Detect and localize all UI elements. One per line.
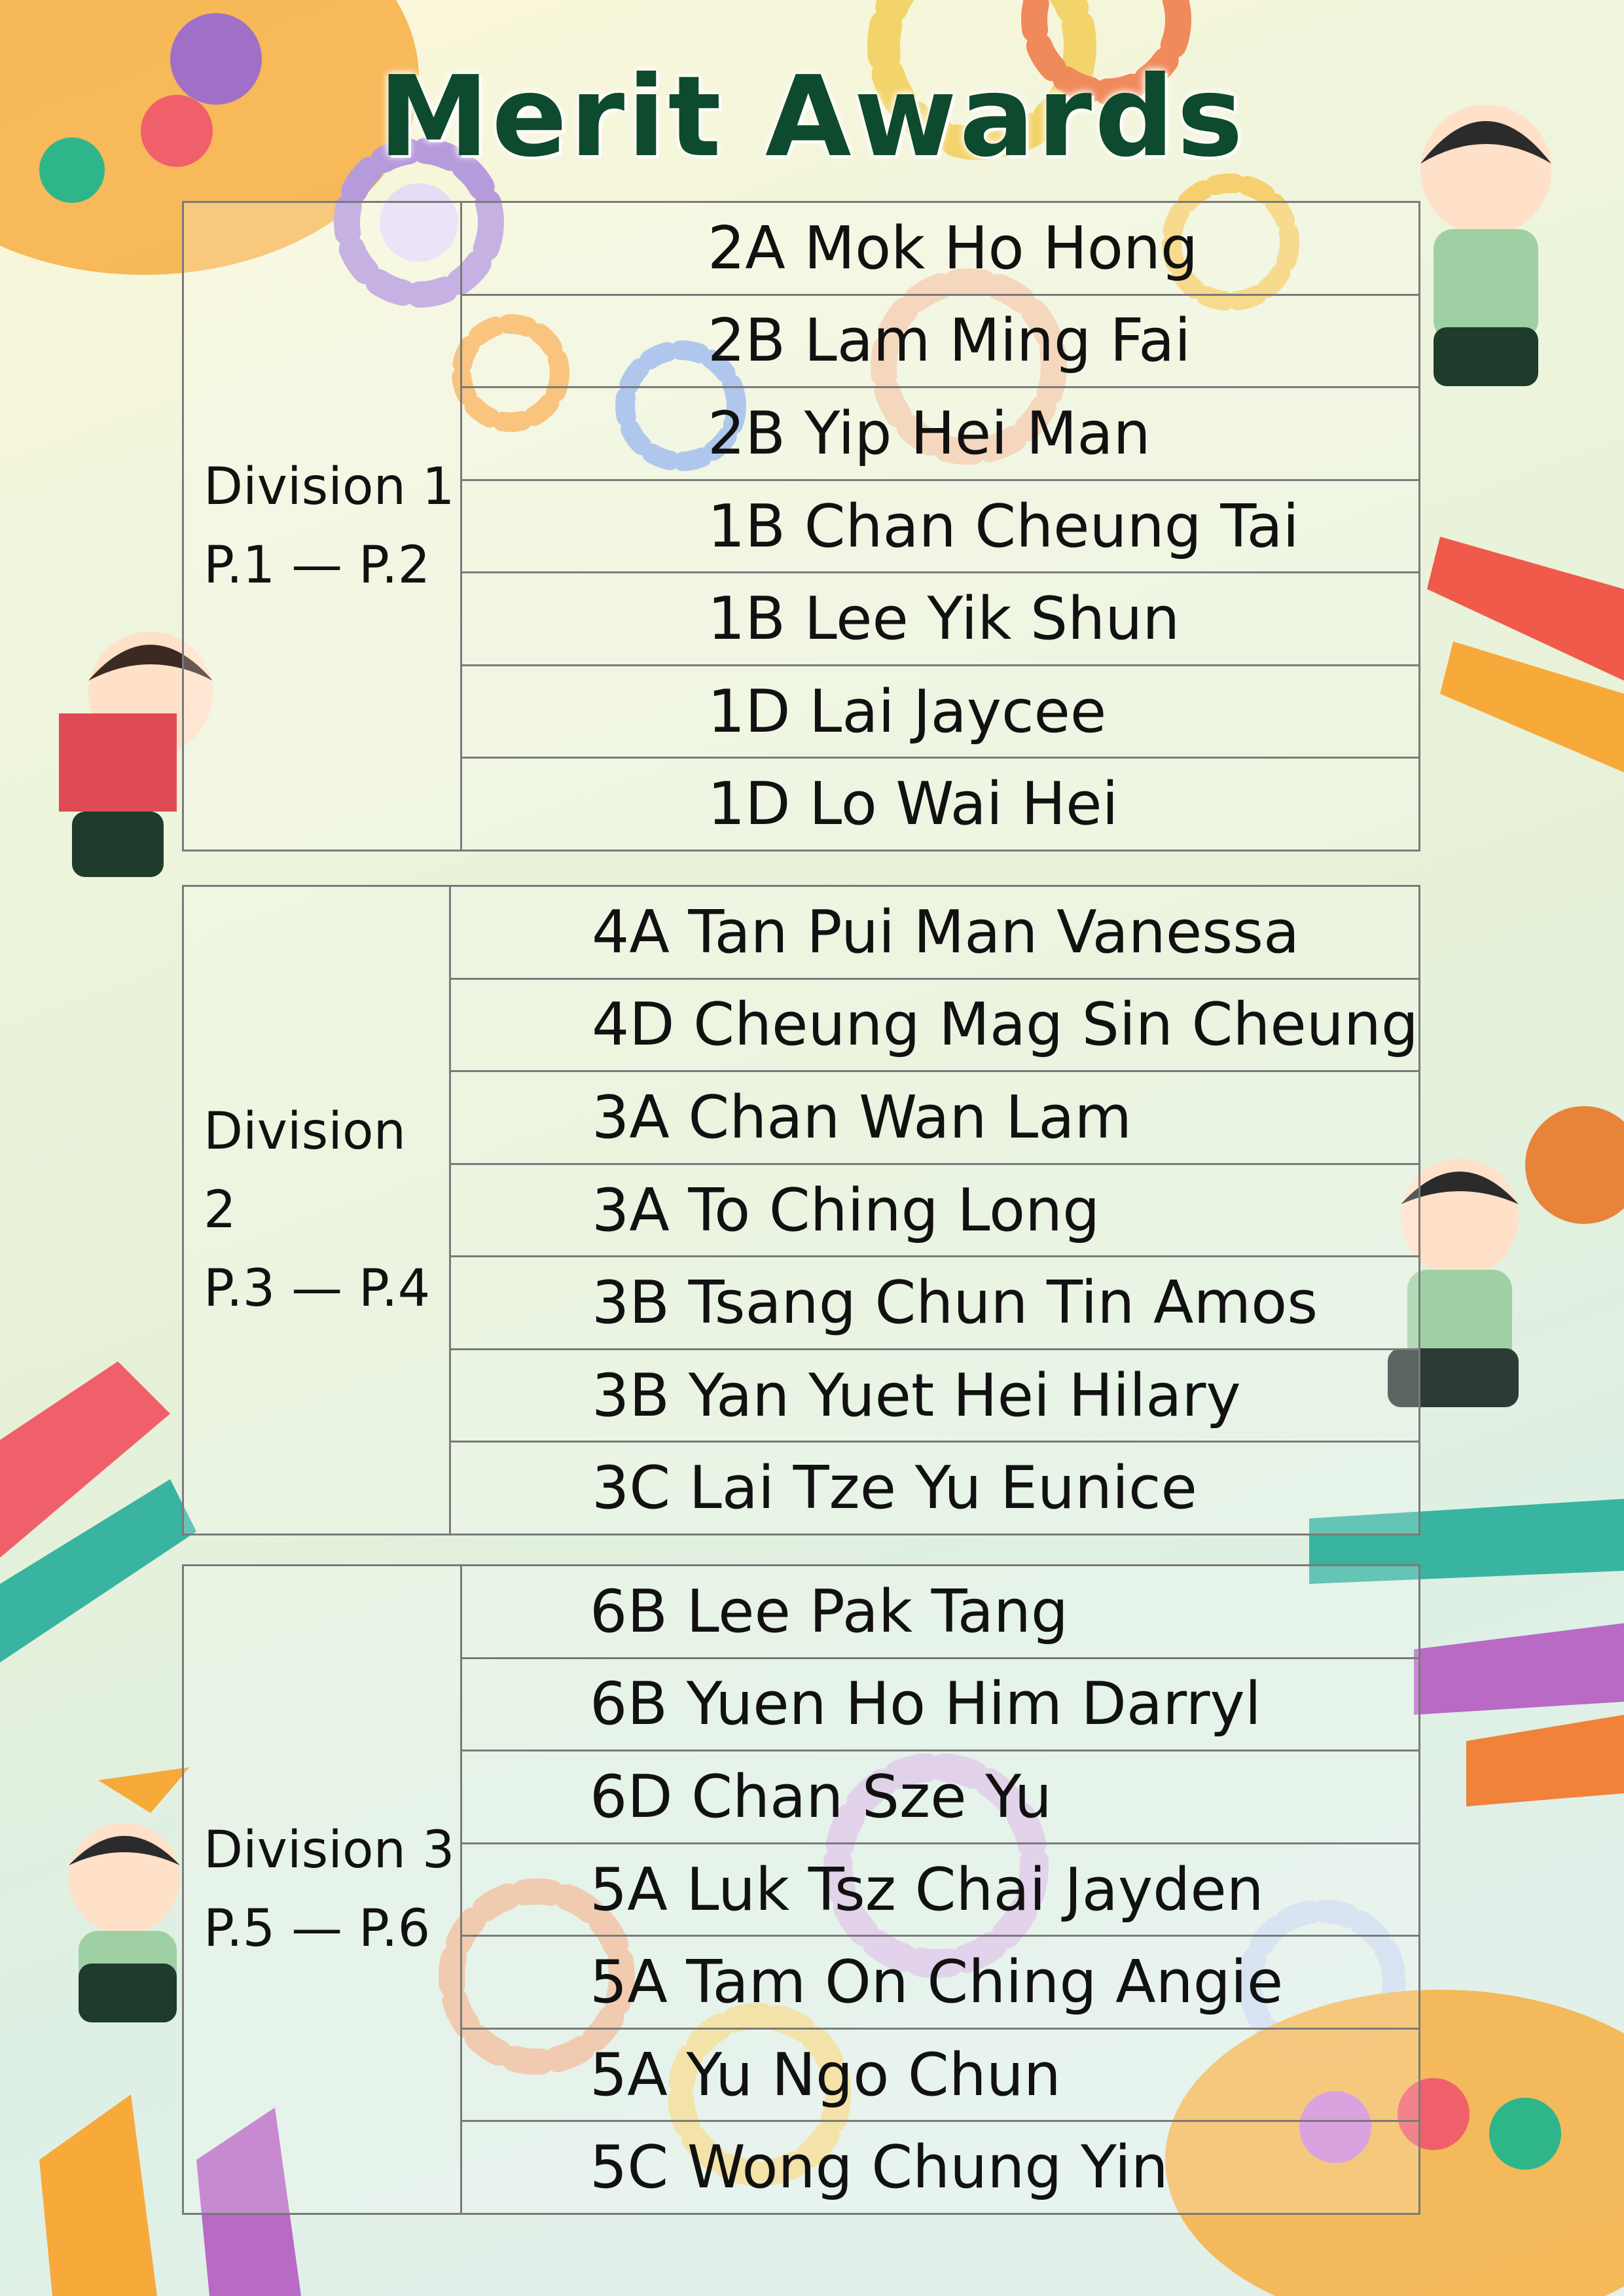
division-range: P.1 — P.2: [204, 536, 431, 595]
table-row: 2B Yip Hei Man: [462, 388, 1418, 481]
table-row: 3C Lai Tze Yu Eunice: [591, 1454, 1197, 1523]
division-3-table: [182, 1564, 1420, 2215]
table-row: 6B Lee Pak Tang: [462, 1566, 1418, 1659]
division-label-cell: [184, 1566, 462, 2213]
page-title: Merit Awards: [378, 52, 1246, 182]
table-row: 5A Tam On Ching Angie: [462, 1937, 1418, 2030]
table-row: 2B Lam Ming Fai: [462, 296, 1418, 389]
table-row: 3B Yan Yuet Hei Hilary: [451, 1350, 1418, 1443]
table-row: 4D Cheung Mag Sin Cheung: [451, 980, 1418, 1073]
division-label: Division 1: [204, 457, 455, 516]
name-list: [451, 887, 1418, 1534]
table-row: 4A Tan Pui Man Vanessa: [451, 887, 1418, 980]
table-row: 3A Chan Wan Lam: [451, 1072, 1418, 1165]
name-list: [462, 1566, 1418, 2213]
division-range: P.3 — P.4: [204, 1259, 431, 1318]
table-row: 6D Chan Sze Yu: [462, 1751, 1418, 1844]
table-row: 6B Yuen Ho Him Darryl: [462, 1659, 1418, 1752]
name-list: [462, 203, 1418, 850]
table-row: 5C Wong Chung Yin: [590, 2133, 1168, 2202]
table-row: 3A To Ching Long: [451, 1165, 1418, 1258]
child-character-ruler: [69, 1767, 190, 2022]
table-row: 2A Mok Ho Hong: [462, 203, 1418, 296]
table-row: 5A Yu Ngo Chun: [462, 2030, 1418, 2123]
division-range: P.5 — P.6: [204, 1899, 431, 1958]
table-row: 1D Lo Wai Hei: [708, 770, 1119, 839]
child-character-basketball: [1388, 1106, 1624, 1407]
division-1-table: [182, 201, 1420, 852]
division-2-table: [182, 885, 1420, 1535]
table-row: 1B Lee Yik Shun: [462, 573, 1418, 666]
division-label: Division 3: [204, 1821, 455, 1880]
division-label-cell: [184, 887, 451, 1534]
division-label: Division 2: [204, 1102, 406, 1240]
table-row: 1D Lai Jaycee: [462, 666, 1418, 759]
table-row: 1B Chan Cheung Tai: [462, 481, 1418, 574]
table-row: 3B Tsang Chun Tin Amos: [451, 1257, 1418, 1350]
table-row: 5A Luk Tsz Chai Jayden: [462, 1844, 1418, 1937]
division-label-cell: [184, 203, 462, 850]
